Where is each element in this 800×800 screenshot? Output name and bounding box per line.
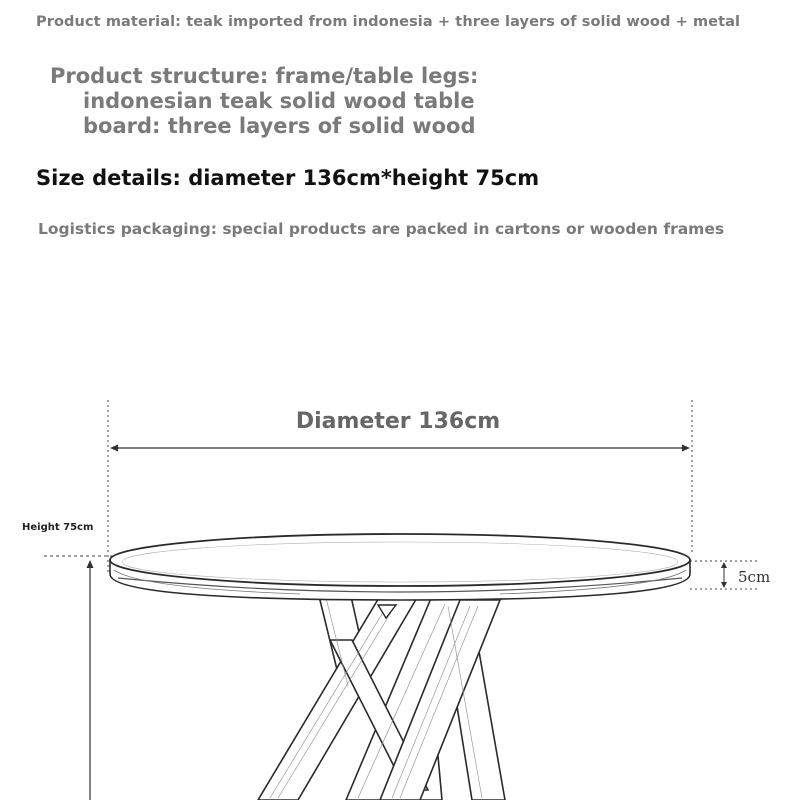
product-material-text: Product material: teak imported from indonesia + three layers of solid wood + metal <box>36 14 741 30</box>
height-label: Height 75cm <box>22 522 94 533</box>
height-arrow <box>87 560 94 800</box>
size-details-text: Size details: diameter 136cm*height 75cm <box>36 166 540 190</box>
structure-line-3: board: three layers of solid wood <box>83 114 476 138</box>
structure-line-2: indonesian teak solid wood table <box>83 89 475 113</box>
structure-line-1: Product structure: frame/table legs: <box>50 64 479 88</box>
table-legs <box>258 592 505 800</box>
logistics-packaging-text: Logistics packaging: special products are packed in cartons or wooden frames <box>38 220 725 238</box>
diameter-arrow <box>110 445 690 452</box>
thickness-label: 5cm <box>738 568 771 586</box>
thickness-arrow <box>721 562 727 588</box>
tabletop <box>110 534 690 600</box>
diameter-label: Diameter 136cm <box>295 409 501 434</box>
